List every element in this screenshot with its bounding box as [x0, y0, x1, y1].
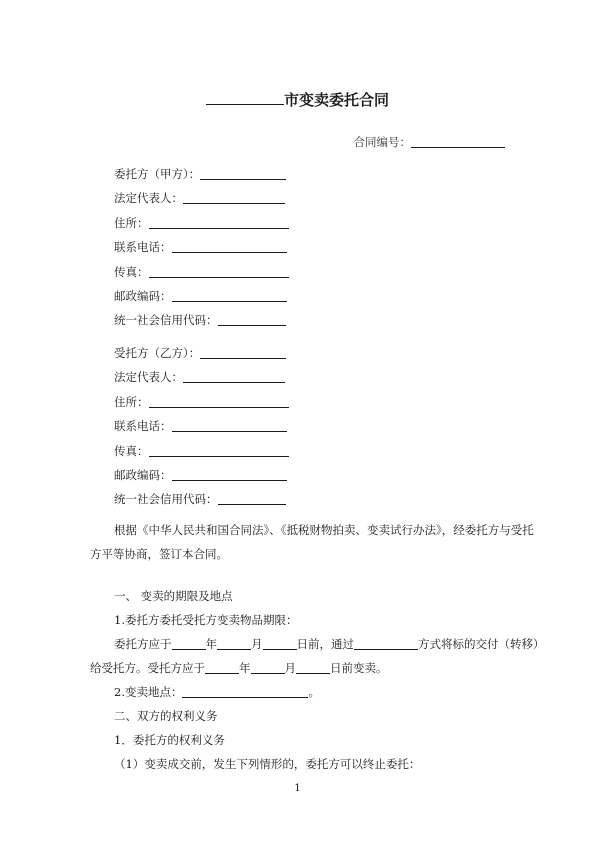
party-b-fax: 传真： [114, 439, 289, 463]
party-b-address: 住所： [114, 390, 289, 414]
party-a-address: 住所： [114, 211, 289, 235]
contract-number: 合同编号： [354, 134, 506, 150]
party-b-credit-code: 统一社会信用代码： [114, 487, 289, 511]
party-b-block [114, 341, 289, 512]
section-2-item-1: 1．委托方的权利义务 [114, 733, 225, 747]
city-blank [206, 89, 284, 105]
intro-line-1: 根据《中华人民共和国合同法》、《抵税财物拍卖、变卖试行办法》，经委托方与受托 [114, 523, 534, 537]
section-1-heading: 一、 变卖的期限及地点 [114, 589, 233, 603]
party-a-fax: 传真： [114, 260, 289, 284]
party-a-phone: 联系电话： [114, 235, 289, 259]
contract-number-blank [411, 134, 505, 148]
page-title: 市变卖委托合同 [0, 89, 595, 110]
section-1-sale-line: 给受托方。受托方应于 年 月 日前变卖。 [90, 661, 388, 675]
party-b-phone: 联系电话： [114, 414, 289, 438]
section-2-item-1-sub: （1）变卖成交前，发生下列情形的，委托方可以终止委托： [114, 757, 421, 771]
party-b-postcode: 邮政编码： [114, 463, 289, 487]
party-a-legal-rep: 法定代表人： [114, 186, 289, 210]
party-b-agent: 受托方（乙方）： [114, 341, 289, 365]
party-a-block [114, 162, 289, 333]
party-a-principal: 委托方（甲方）： [114, 162, 289, 186]
page-number: 1 [294, 783, 301, 794]
section-1-item-2: 2.变卖地点： 。 [114, 685, 320, 699]
section-1-delivery-line: 委托方应于 年 月 日前，通过 方式将标的交付（转移） [114, 637, 545, 651]
section-2-heading: 二、双方的权利义务 [114, 709, 218, 723]
section-1-item-1: 1.委托方委托受托方变卖物品期限： [114, 613, 298, 627]
intro-line-2: 方平等协商，签订本合同。 [90, 547, 228, 561]
party-a-postcode: 邮政编码： [114, 284, 289, 308]
party-b-legal-rep: 法定代表人： [114, 365, 289, 389]
party-a-credit-code: 统一社会信用代码： [114, 308, 289, 332]
